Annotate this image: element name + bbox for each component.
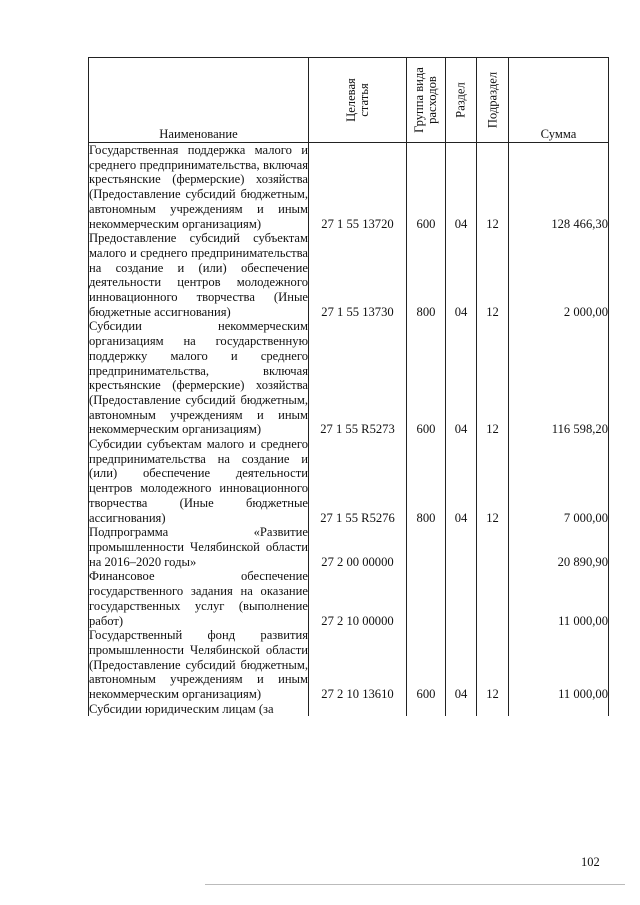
row-code: 27 2 10 13610 (309, 628, 407, 702)
row-code: 27 2 00 00000 (309, 525, 407, 569)
row-name: Подпрограмма «Развитие промышленности Челябинской области на 2016–2020 годы» (89, 525, 308, 569)
row-sum: 7 000,00 (509, 437, 609, 525)
row-section: 04 (446, 437, 477, 525)
budget-table (88, 57, 609, 716)
row-code: 27 2 10 00000 (309, 569, 407, 628)
row-section: 04 (446, 143, 477, 232)
row-code: 27 1 55 13720 (309, 143, 407, 232)
table-row (89, 569, 609, 628)
row-sum: 11 000,00 (509, 569, 609, 628)
row-group: 800 (407, 437, 446, 525)
row-subsection (477, 569, 509, 628)
table-row (89, 525, 609, 569)
row-name: Предоставление субсидий субъектам малого и среднего предпринимательства на создание и (или) обеспечение деятельности центров молодежного инновационного творчества (Иные бюджетные ассигнования) (89, 231, 308, 319)
row-subsection: 12 (477, 231, 509, 319)
header-code (309, 58, 407, 143)
page-number: 102 (581, 855, 600, 869)
row-name: Субсидии некоммерческим организациям на государственную поддержку малого и среднего предпринимательства, включая крестьянские (фермерские) хозяйства (Предоставление субсидий бюджетным, автономным учреждениям и иным некоммерческим организациям) (89, 319, 308, 437)
row-group: 600 (407, 319, 446, 437)
header-section-label: Раздел (453, 82, 468, 118)
header-group (407, 58, 446, 143)
row-sum: 2 000,00 (509, 231, 609, 319)
row-group: 600 (407, 628, 446, 702)
row-subsection: 12 (477, 628, 509, 702)
header-code-label: Целевая статья (343, 78, 371, 122)
row-section (446, 525, 477, 569)
row-group: 800 (407, 231, 446, 319)
table-row (89, 143, 609, 232)
row-code: 27 1 55 R5276 (309, 437, 407, 525)
row-sum (509, 702, 609, 717)
row-sum: 128 466,30 (509, 143, 609, 232)
row-section (446, 702, 477, 717)
row-subsection: 12 (477, 437, 509, 525)
row-subsection: 12 (477, 319, 509, 437)
table-row (89, 702, 609, 717)
header-sum: Сумма (509, 58, 609, 143)
row-sum: 116 598,20 (509, 319, 609, 437)
table-row (89, 231, 609, 319)
row-section: 04 (446, 628, 477, 702)
row-sum: 11 000,00 (509, 628, 609, 702)
row-code: 27 1 55 R5273 (309, 319, 407, 437)
row-code (309, 702, 407, 717)
table-row (89, 437, 609, 525)
row-section: 04 (446, 231, 477, 319)
row-subsection (477, 702, 509, 717)
header-group-label: Группа вида расходов (412, 67, 439, 133)
row-code: 27 1 55 13730 (309, 231, 407, 319)
header-section (446, 58, 477, 143)
header-name: Наименование (89, 58, 309, 143)
table-row (89, 628, 609, 702)
row-section: 04 (446, 319, 477, 437)
row-group (407, 702, 446, 717)
row-name: Государственный фонд развития промышленности Челябинской области (Предоставление субсидий бюджетным, автономным учреждениям и иным некоммерческим организациям) (89, 628, 308, 702)
header-subsection-label: Подраздел (485, 71, 499, 129)
scan-edge-line (205, 884, 625, 885)
row-name: Субсидии юридическим лицам (за (89, 702, 309, 717)
row-sum: 20 890,90 (509, 525, 609, 569)
table-row (89, 319, 609, 437)
row-name: Государственная поддержка малого и среднего предпринимательства, включая крестьянские (фермерские) хозяйства (Предоставление субсидий бюджетным, автономным учреждениям и иным некоммерческим организациям) (89, 143, 308, 231)
table-header-row (89, 58, 609, 143)
row-group (407, 525, 446, 569)
header-subsection (477, 58, 509, 143)
row-name: Субсидии субъектам малого и среднего предпринимательства на создание и (или) обеспечение деятельности центров молодежного инновационного творчества (Иные бюджетные ассигнования) (89, 437, 308, 525)
row-name: Финансовое обеспечение государственного задания на оказание государственных услуг (выполнение работ) (89, 569, 308, 628)
row-group: 600 (407, 143, 446, 232)
row-subsection: 12 (477, 143, 509, 232)
row-group (407, 569, 446, 628)
row-subsection (477, 525, 509, 569)
row-section (446, 569, 477, 628)
